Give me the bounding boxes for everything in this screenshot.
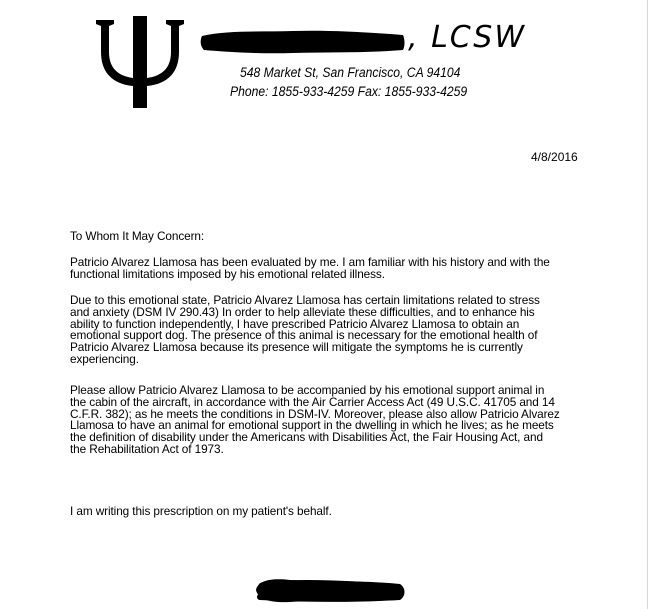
redacted-signature [250, 570, 410, 609]
letter-date: 4/8/2016 [531, 150, 578, 164]
salutation: To Whom It May Concern: [70, 229, 205, 243]
paragraph-condition: Due to this emotional state, Patricio Alvarez Llamosa has certain limitations related to stress and anxiety (DSM IV 290.43) In order to help alleviate these difficulties, and to enhance his ability to function independently, I have prescribed Patricio Alvarez Llamosa to obtain an emotional support dog. The presence of this animal is necessary for the emotional health of Patricio Alvarez Llamosa because its presence will mitigate the symptoms he is currently experiencing. [70, 293, 540, 366]
closing-statement: I am writing this prescription on my patient's behalf. [70, 504, 332, 518]
psi-symbol-icon [90, 12, 190, 112]
paragraph-request: Please allow Patricio Alvarez Llamosa to be accompanied by his emotional support animal in the cabin of the aircraft, in accordance with the Air Carrier Access Act (49 U.S.C. 41705 and 14 C.F.R. 382); as he meets the conditions in DSM-IV. Moreover, please also allow Patricio Alvarez Llamosa to have an animal for emotional support in the dwelling in which he lives; as he meets the definition of disability under the Americans with Disabilities Act, the Fair Housing Act, and the Rehabilitation Act of 1973. [70, 383, 560, 456]
letterhead-phone-fax: Phone: 1855-933-4259 Fax: 1855-933-4259 [230, 84, 468, 99]
redacted-name [198, 22, 408, 58]
letterhead-address: 548 Market St, San Francisco, CA 94104 [240, 65, 461, 80]
credential-title: , LCSW [408, 20, 526, 55]
page-edge [647, 0, 648, 609]
paragraph-evaluation: Patricio Alvarez Llamosa has been evaluated by me. I am familiar with his history and with the functional limitations imposed by his emotional related illness. [70, 255, 550, 281]
